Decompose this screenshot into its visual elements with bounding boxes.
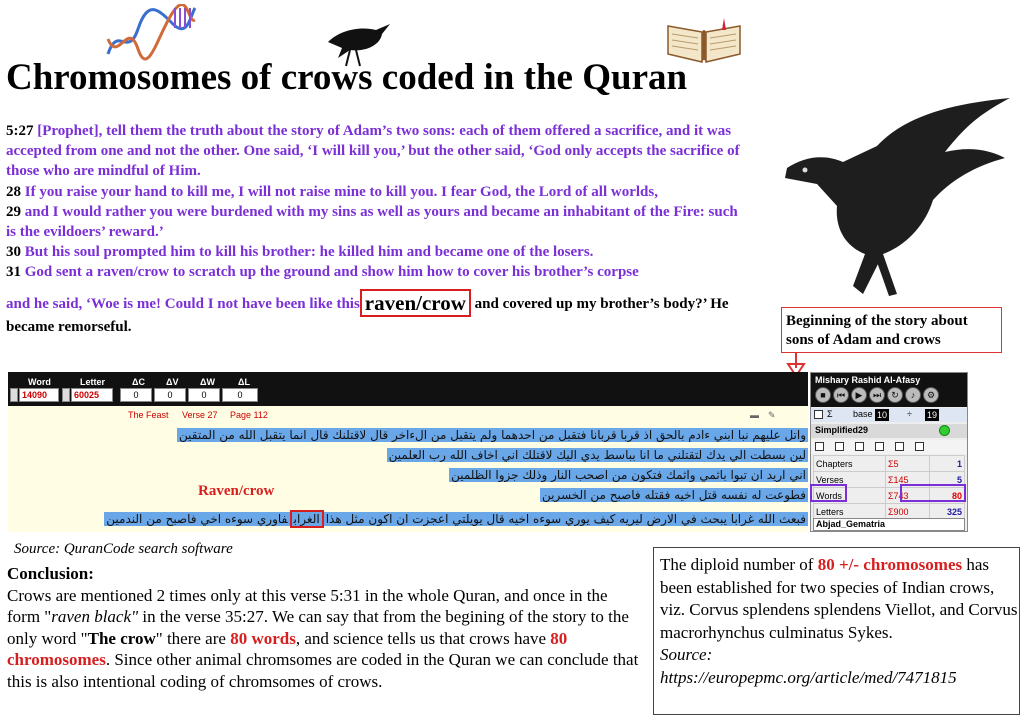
verse-28 [6,182,751,202]
delta-l-label: ΔL [238,377,250,387]
chromosome-info-box: The diploid number of 80 +/- chromosomes has been established for two species of Indian crows, viz. Corvus splendens splendens Viellot, and Corvus macrorhynchus culminatus Sykes. Source: https://europepmc.org/article/med/7471815 [653,547,1020,715]
verse-body: and I would rather you were burdened with my sins as well as yours and became an inhabitant of the Fire: such is the evildoers’ reward.’ [6,203,738,241]
numerology-system[interactable]: Abjad_Gematria [813,518,965,531]
delta-w-label: ΔW [200,377,215,387]
verse-30 [6,242,751,262]
arabic-verse: واتل عليهم نبا ابني ءادم بالحق اذ قربا قربانا فتقبل من احدهما ولم يتقبل من الءاخر قال لاقتلنك قال انما يتقبل الله من المتقين [179,428,806,442]
callout-line: sons of Adam and crows [786,332,941,348]
conclusion-body: Crows are mentioned 2 times only at this verse 5:31 in the whole Quran, and once in the form "raven black" in the verse 35:27. We can say that from the begining of the story to the only word "The crow" there are 80 words, and science tells us that crows have 80 chromosomes. Since other animal chromsomes are coded in the Quran we can conclude that this is also intentional coding of chromsomes of crows. [7,585,639,691]
word-label: Word [28,377,51,387]
verse-31 [6,262,751,282]
raven-crow-highlight: raven/crow [360,289,471,317]
base-label: base [853,409,873,419]
letter-field[interactable]: 60025 [71,388,113,402]
table-row: Chapters Σ5 1 [814,456,965,472]
option-checkbox[interactable] [835,442,844,451]
reciter-name: Mishary Rashid Al-Afasy [815,375,921,385]
settings-icon[interactable]: ⚙ [923,387,939,403]
verse-body: But his soul prompted him to kill his brother: he killed him and became one of the losers. [24,244,594,261]
app-toolbar [8,372,808,406]
previous-icon[interactable]: ⏮ [833,387,849,403]
info-source-url[interactable]: https://europepmc.org/article/med/7471815 [660,667,957,687]
minimize-icon[interactable]: ▬ [750,410,759,420]
table-row: Verses Σ145 5 [814,472,965,488]
conclusion-text [7,563,642,692]
status-bar [8,408,808,423]
highlight-icon[interactable]: ✎ [768,410,776,420]
stop-icon[interactable]: ■ [815,387,831,403]
word-spinner[interactable] [10,388,18,402]
option-checkbox[interactable] [895,442,904,451]
verse-number: 30 [6,244,21,261]
word-field[interactable]: 14090 [19,388,59,402]
option-checkbox[interactable] [915,442,924,451]
option-checkbox[interactable] [815,442,824,451]
delta-c-field[interactable]: 0 [120,388,152,402]
conclusion-heading: Conclusion: [7,564,94,583]
delta-w-field[interactable]: 0 [188,388,220,402]
info-source-label: Source: [660,645,713,664]
page-indicator: Page 112 [230,410,268,420]
crow-word-highlight: الغراب [290,510,324,528]
options-row [811,440,967,454]
verse-27 [6,121,751,182]
table-row: Words Σ743 80 [814,488,965,504]
verse-31-continued [6,289,751,337]
arabic-verse: اني اريد ان تبوا باثمي واثمك فتكون من اصحب النار وذلك جزوا الظلمين [451,468,806,482]
delta-c-label: ΔC [132,377,145,387]
sigma-label: Σ [827,409,833,419]
verse-body-end: and covered up my brother’s body?’ He became remorseful. [6,295,729,335]
divide-label: ÷ [907,409,912,419]
delta-v-field[interactable]: 0 [154,388,186,402]
callout-line: Beginning of the story about [786,313,968,329]
qurancode-window [8,372,808,532]
verse-body: If you raise your hand to kill me, I will not raise mine to kill you. I fear God, the Lord of all worlds, [24,183,658,200]
story-callout [781,307,1002,353]
play-icon[interactable]: ▶ [851,387,867,403]
page-title: Chromosomes of crows coded in the Quran [6,57,688,98]
verse-text [6,121,751,337]
base-row [811,408,967,422]
arabic-verse: لين بسطت الي يدك لتقتلني ما انا بباسط يدي اليك لاقتلك اني اخاف الله رب العلمين [388,448,806,462]
reciter-bar [811,373,967,407]
surah-name: The Feast [128,410,169,420]
letter-spinner[interactable] [62,388,70,402]
words-highlight-box [810,484,847,502]
raven-crow-label: Raven/crow [198,483,275,499]
dna-icon [103,4,198,62]
arabic-verse: فطوعت له نفسه قتل اخيه فقتله فاصبح من الخسرين [541,488,806,502]
software-source: Source: QuranCode search software [14,541,233,557]
letter-label: Letter [80,377,106,387]
value-highlight-box [900,484,966,502]
verse-body: [Prophet], tell them the truth about the story of Adam’s two sons: each of them offered a sacrifice, and it was accepted from one and not the other. One said, ‘I will kill you,’ but the other said, ‘God only accepts the sacrifice of those who are mindful of Him. [6,123,740,180]
verse-number: 29 [6,203,21,220]
verse-number: 5:27 [6,123,34,139]
verse-29 [6,202,751,242]
verse-body: God sent a raven/crow to scratch up the ground and show him how to cover his brother’s corpse [24,264,639,281]
volume-icon[interactable]: ♪ [905,387,921,403]
arabic-text-area[interactable] [8,426,808,530]
arabic-verse-crow: فبعث الله غرابا يبحث في الارض ليريه كيف يوري سوءه اخيه قال يويلتي اعجزت ان اكون مثل هذاالغرابفاوري سوءه اخي فاصبح من الندمين [106,512,806,526]
verse-indicator: Verse 27 [182,410,218,420]
verse-number: 28 [6,183,21,200]
sigma-checkbox[interactable] [814,410,823,419]
verse-body: and he said, ‘Woe is me! Could I not have been like this [6,295,360,312]
base-field[interactable]: 10 [877,410,888,420]
text-mode-row[interactable] [811,424,967,438]
text-mode-label: Simplified29 [815,425,869,435]
delta-v-label: ΔV [166,377,179,387]
raven-icon [765,96,1015,306]
repeat-icon[interactable]: ↻ [887,387,903,403]
option-checkbox[interactable] [875,442,884,451]
table-row: Letters Σ900 325 [814,504,965,520]
status-green-icon [939,425,950,436]
verse-number: 31 [6,264,21,281]
next-icon[interactable]: ⏭ [869,387,885,403]
option-checkbox[interactable] [855,442,864,451]
stats-panel [810,372,968,532]
delta-l-field[interactable]: 0 [222,388,258,402]
divisor-field[interactable]: 19 [927,410,938,420]
